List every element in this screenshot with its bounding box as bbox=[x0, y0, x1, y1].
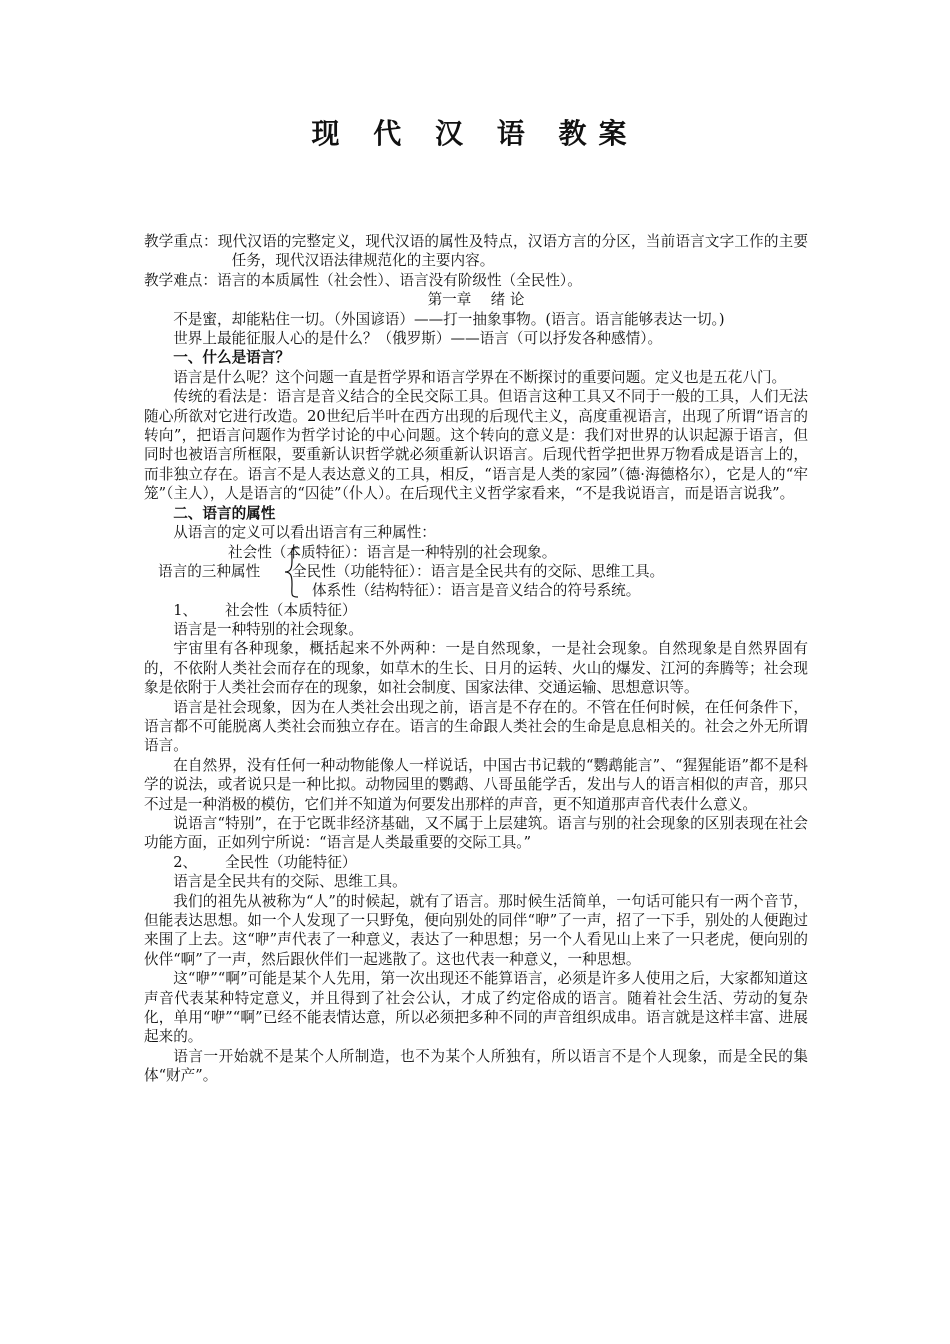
paragraph: 语言是社会现象，因为在人类社会出现之前，语言是不存在的。不管在任何时候，在任何条件下，语言都不可能脱离人类社会而独立存在。语言的生命跟人类社会的生命是息息相关的。社会之外无所谓语言。 bbox=[144, 698, 808, 755]
paragraph: 说语言“特别”，在于它既非经济基础，又不属于上层建筑。语言与别的社会现象的区别表现在社会功能方面，正如列宁所说：“语言是人类最重要的交际工具。” bbox=[144, 814, 808, 852]
paragraph: 世界上最能征服人心的是什么？（俄罗斯）——语言（可以抒发各种感情）。 bbox=[173, 330, 663, 348]
attribute-item: 社会性（本质特征）：语言是一种特别的社会现象。 bbox=[228, 543, 557, 561]
chapter-heading: 第一章 绪 论 bbox=[427, 291, 525, 309]
subsection-heading bbox=[144, 853, 808, 872]
paragraph: 语言是什么呢？这个问题一直是哲学界和语言学界在不断探讨的重要问题。定义也是五花八门。 bbox=[173, 368, 787, 386]
subsection-number: 2、 bbox=[173, 853, 198, 871]
attribute-item: 全民性（功能特征）：语言是全民共有的交际、思维工具。 bbox=[292, 562, 665, 580]
section-heading: 二、语言的属性 bbox=[173, 504, 276, 522]
section-heading: 一、什么是语言？ bbox=[173, 349, 290, 367]
paragraph: 语言一开始就不是某个人所制造，也不为某个人所独有，所以语言不是个人现象，而是全民的集体“财产”。 bbox=[144, 1047, 808, 1085]
paragraph: 语言是全民共有的交际、思维工具。 bbox=[173, 873, 407, 891]
paragraph: 从语言的定义可以看出语言有三种属性： bbox=[173, 524, 436, 542]
paragraph: 这“咿”“啊”可能是某个人先用，第一次出现还不能算语言，必须是许多人使用之后，大家都知道这声音代表某种特定意义，并且得到了社会公认，才成了约定俗成的语言。随着社会生活、劳动的复杂化，单用“咿”“啊”已经不能表情达意，所以必须把多种不同的声音组织成串。语言就是这样丰富、进展起来的。 bbox=[144, 970, 808, 1046]
paragraph: 在自然界，没有任何一种动物能像人一样说话，中国古书记载的“鹦鹉能言”、“猩猩能语”都不是科学的说法，或者说只是一种比拟。动物园里的鹦鹉、八哥虽能学舌，发出与人的语言相似的声音，那只不过是一种消极的模仿，它们并不知道为何要发出那样的声音，更不知道那声音代表什么意义。 bbox=[144, 756, 808, 813]
paragraph: 不是蜜，却能粘住一切。（外国谚语）——打一抽象事物。(语言。语言能够表达一切。) bbox=[173, 310, 725, 328]
teaching-focus: 教学重点：现代汉语的完整定义，现代汉语的属性及特点，汉语方言的分区，当前语言文字工作的主要任务，现代汉语法律规范化的主要内容。 bbox=[144, 233, 808, 270]
paragraph: 传统的看法是：语言是音义结合的全民交际工具。但语言这种工具又不同于一般的工具，人们无法随心所欲对它进行改造。20世纪后半叶在西方出现的后现代主义，高度重视语言，出现了所谓“语言的转向”，把语言问题作为哲学讨论的中心问题。这个转向的意义是：我们对世界的认识起源于语言，但同时也被语言所框限，要重新认识哲学就必须重新认识语言。后现代哲学把世界万物看成是语言上的，而非独立存在。语言不是人表达意义的工具，相反，“语言是人类的家园”（德·海德格尔），它是人的“牢笼”（主人），人是语言的“囚徒”（仆人）。在后现代主义哲学家看来，“不是我说语言，而是语言说我”。 bbox=[144, 388, 808, 503]
subsection-number: 1、 bbox=[173, 601, 198, 619]
subsection-title: 全民性（功能特征） bbox=[225, 853, 357, 871]
document-body bbox=[144, 232, 808, 1086]
attribute-diagram bbox=[144, 543, 808, 601]
attribute-item: 体系性（结构特征）：语言是音义结合的符号系统。 bbox=[312, 581, 641, 599]
paragraph: 语言是一种特别的社会现象。 bbox=[173, 620, 363, 638]
attribute-label: 语言的三种属性 bbox=[158, 562, 261, 580]
page-title: 现 代 汉 语 教案 bbox=[311, 117, 639, 150]
subsection-heading bbox=[144, 601, 808, 620]
teaching-difficulty: 教学难点：语言的本质属性（社会性）、语言没有阶级性（全民性）。 bbox=[144, 271, 582, 289]
paragraph: 宇宙里有各种现象，概括起来不外两种：一是自然现象，一是社会现象。自然现象是自然界固有的，不依附人类社会而存在的现象，如草木的生长、日月的运转、火山的爆发、江河的奔腾等；社会现象是依附于人类社会而存在的现象，如社会制度、国家法律、交通运输、思想意识等。 bbox=[144, 640, 808, 697]
subsection-title: 社会性（本质特征） bbox=[225, 601, 357, 619]
paragraph: 我们的祖先从被称为“人”的时候起，就有了语言。那时候生活简单，一句话可能只有一两个音节，但能表达思想。如一个人发现了一只野兔，便向别处的同伴“咿”了一声，招了一下手，别处的人便跑过来围了上去。这“咿”声代表了一种意义，表达了一种思想；另一个人看见山上来了一只老虎，便向别的伙伴“啊”了一声，然后跟伙伴们一起逃散了。这也代表一种意义，一种思想。 bbox=[144, 892, 808, 968]
